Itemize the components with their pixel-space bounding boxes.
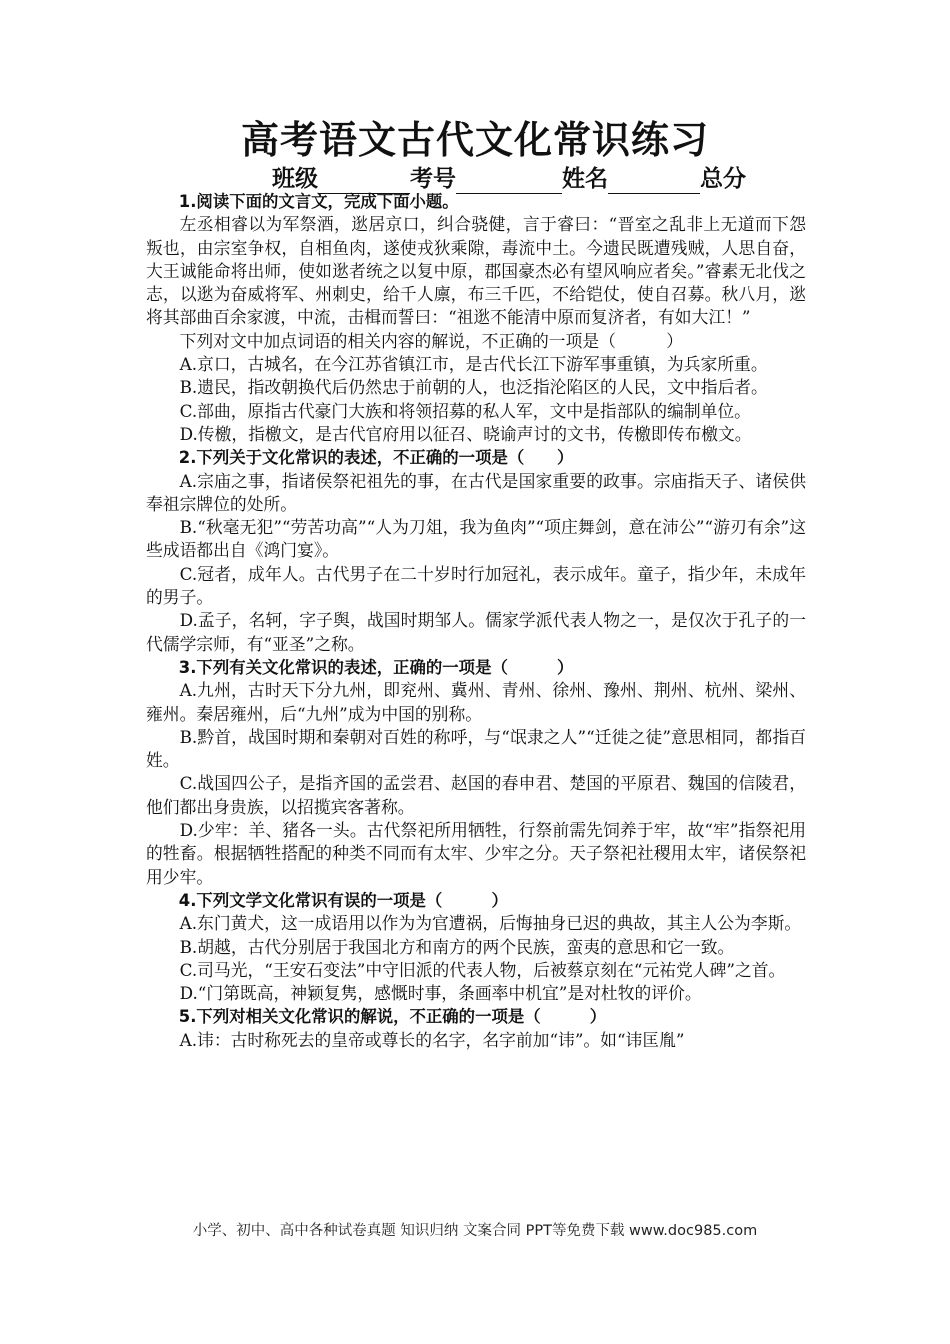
paragraph: A.京口，古城名，在今江苏省镇江市，是古代长江下游军事重镇，为兵家所重。 — [179, 354, 768, 375]
paragraph: D.传檄，指檄文，是古代官府用以征召、晓谕声讨的文书，传檄即传布檄文。 — [179, 423, 752, 444]
paragraph: A.宗庙之事，指诸侯祭祀祖先的事，在古代是国家重要的政事。宗庙指天子、诸侯供奉祖宗牌位的处所。 — [146, 470, 806, 514]
paragraph: B.“秋毫无犯”“劳苦功高”“人为刀俎，我为鱼肉”“项庄舞剑，意在沛公”“游刃有余”这些成语都出自《鸿门宴》。 — [146, 517, 806, 561]
paragraph: A.东门黄犬，这一成语用以作为为官遭祸，后悔抽身已迟的典故，其主人公为李斯。 — [179, 913, 802, 934]
footer-text: 小学、初中、高中各种试卷真题 知识归纳 文案合同 PPT等免费下载 www.doc985.com — [192, 1223, 758, 1239]
paragraph: B.黔首，战国时期和秦朝对百姓的称呼，与“氓隶之人”“迁徙之徒”意思相同，都指百姓。 — [146, 726, 806, 771]
paragraph: 下列对文中加点词语的相关内容的解说，不正确的一项是（ ） — [179, 330, 684, 351]
name-label: 姓名 — [562, 166, 608, 192]
paragraph: C.司马光，“王安石变法”中守旧派的代表人物，后被蔡京刻在“元祐党人碑”之首。 — [179, 959, 786, 980]
question-heading: 5.下列对相关文化常识的解说，不正确的一项是（ ） — [178, 1007, 607, 1027]
paragraph: A.九州，古时天下分九州，即兖州、冀州、青州、徐州、豫州、荆州、杭州、梁州、雍州。秦居雍州，后“九州”成为中国的别称。 — [146, 680, 806, 724]
paragraph: 左丞相睿以为军祭酒，逖居京口，纠合骁健，言于睿曰：“晋室之乱非上无道而下怨叛也，由宗室争权，自相鱼肉，遂使戎狄乘隙，毒流中土。今遗民既遭残贼，人思自奋，大王诚能命将出师，使如逖者统之以复中原，郡国豪杰必有望风响应者矣。”睿素无北伐之志，以逖为奋威将军、州刺史，给千人廪，布三千匹，不给铠仗，使自召募。秋八月，逖将其部曲百余家渡，中流，击楫而誓曰：“祖逖不能清中原而复济者，有如大江！” — [146, 214, 806, 328]
question-heading: 4.下列文学文化常识有误的一项是（ ） — [178, 890, 508, 910]
paragraph: D.孟子，名轲，字子舆，战国时期邹人。儒家学派代表人物之一，是仅次于孔子的一代儒学宗师，有“亚圣”之称。 — [146, 610, 806, 654]
question-heading: 1.阅读下面的文言文，完成下面小题。 — [178, 192, 459, 211]
paragraph: D.“门第既高，神颖复隽，感慨时事，条画率中机宜”是对杜牧的评价。 — [179, 983, 702, 1004]
page-title: 高考语文古代文化常识练习 — [240, 118, 709, 162]
question-heading: 2.下列关于文化常识的表述，不正确的一项是（ ） — [178, 448, 574, 468]
class-label: 班级 — [272, 166, 318, 192]
paragraph: B.胡越，古代分别居于我国北方和南方的两个民族，蛮夷的意思和它一致。 — [179, 936, 735, 957]
exam-number-label: 考号 — [410, 166, 456, 192]
paragraph: A.讳：古时称死去的皇帝或尊长的名字，名字前加“讳”。如“讳匡胤” — [179, 1029, 685, 1050]
paragraph: C.冠者，成年人。古代男子在二十岁时行加冠礼，表示成年。童子，指少年，未成年的男子。 — [146, 563, 806, 608]
paragraph: C.战国四公子，是指齐国的孟尝君、赵国的春申君、楚国的平原君、魏国的信陵君，他们都出身贵族，以招揽宾客著称。 — [146, 773, 806, 817]
question-body — [146, 190, 806, 1052]
question-heading: 3.下列有关文化常识的表述，正确的一项是（ ） — [178, 657, 574, 677]
paragraph: D.少牢：羊、猪各一头。古代祭祀所用牺牲，行祭前需先饲养于牢，故“牢”指祭祀用的牲畜。根据牺牲搭配的种类不同而有太牢、少牢之分。天子祭祀社稷用太牢，诸侯祭祀用少牢。 — [146, 820, 806, 887]
paragraph: B.遗民，指改朝换代后仍然忠于前朝的人，也泛指沦陷区的人民，文中指后者。 — [179, 377, 768, 398]
paragraph: C.部曲，原指古代豪门大族和将领招募的私人军，文中是指部队的编制单位。 — [179, 400, 751, 421]
score-label: 总分 — [700, 166, 746, 192]
